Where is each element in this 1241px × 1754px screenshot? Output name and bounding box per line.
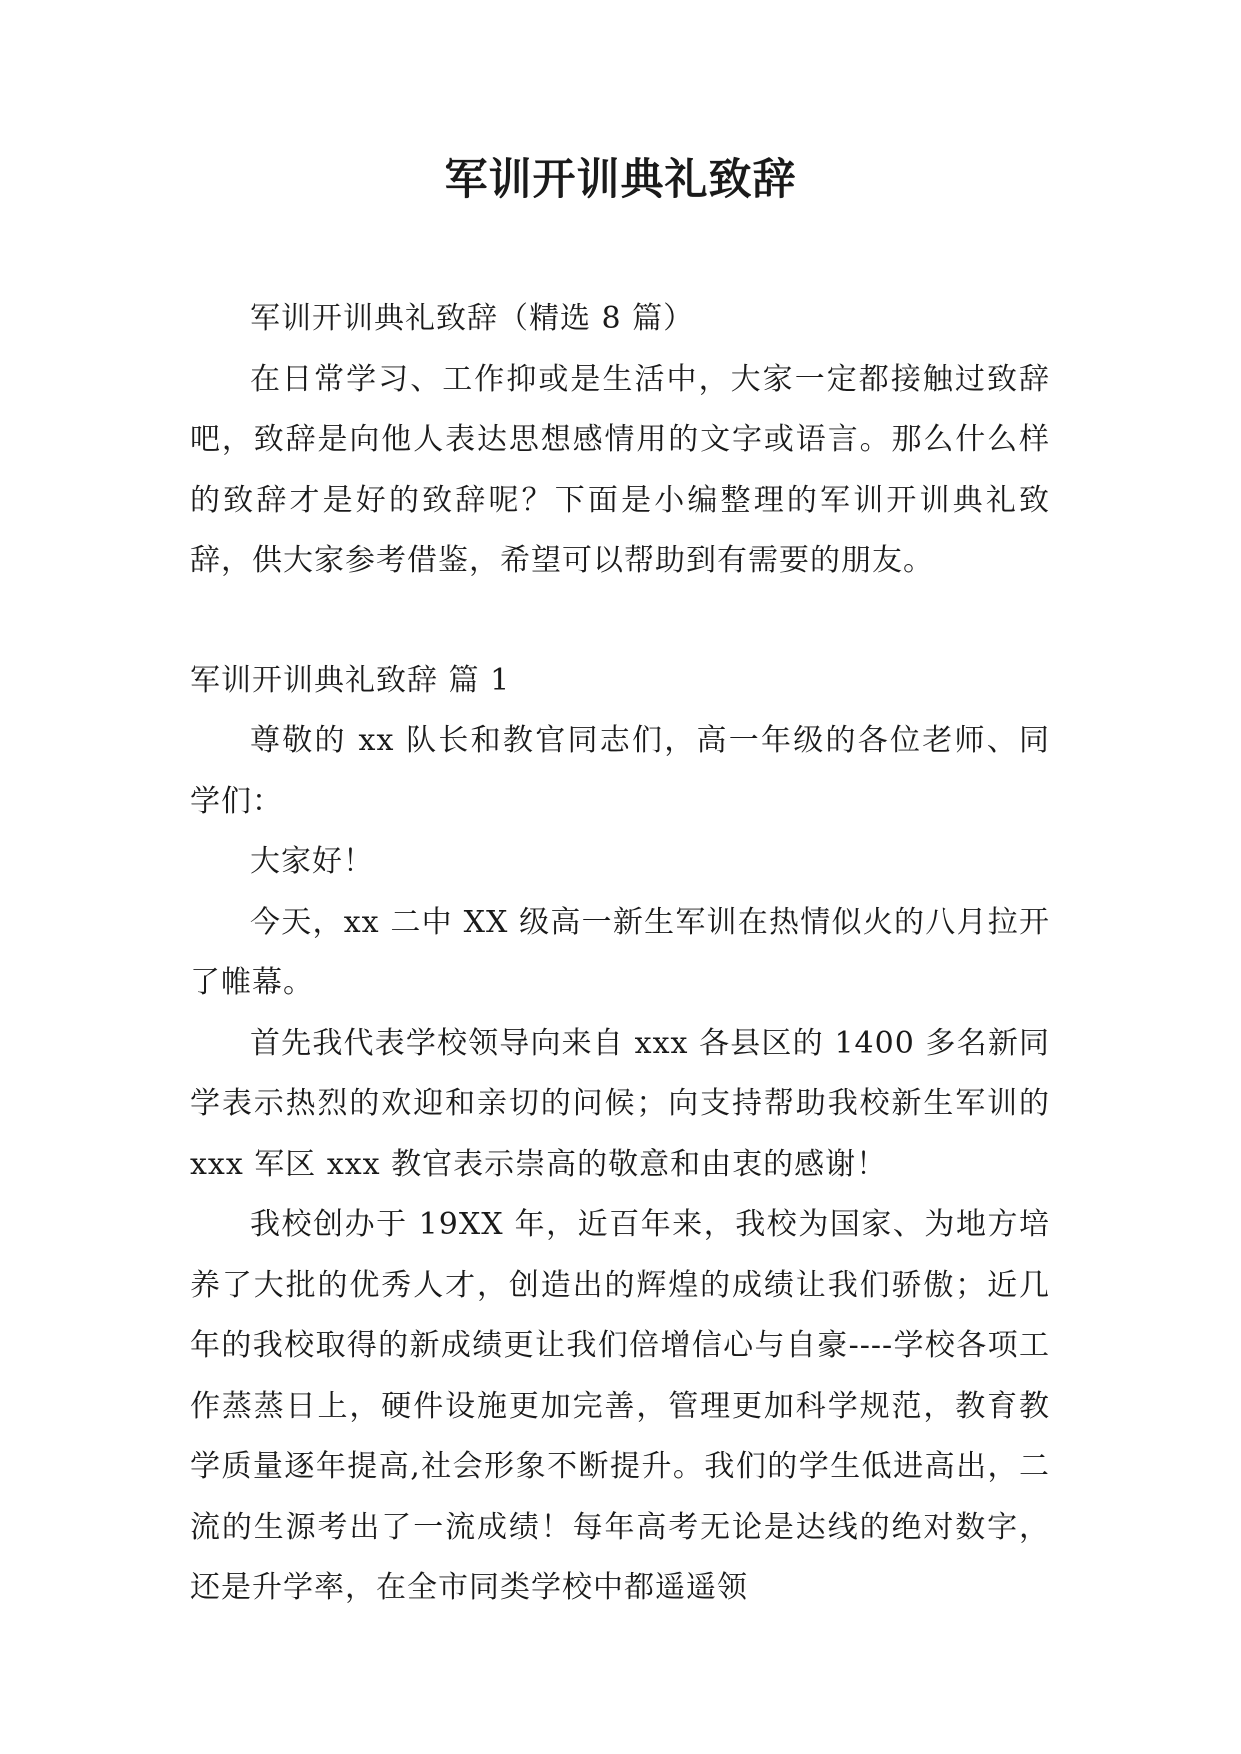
intro-paragraph: 在日常学习、工作抑或是生活中，大家一定都接触过致辞吧，致辞是向他人表达思想感情用的文字或语言。那么什么样的致辞才是好的致辞呢？下面是小编整理的军训开训典礼致辞，供大家参考借鉴，希望可以帮助到有需要的朋友。 [190,361,1050,578]
section-heading: 军训开训典礼致辞 篇 1 [190,662,511,698]
body-paragraph: 今天，xx 二中 XX 级高一新生军训在热情似火的八月拉开了帷幕。 [190,904,1050,1000]
body-paragraph: 大家好！ [250,844,374,879]
document-body [190,289,1050,1619]
body-paragraph: 尊敬的 xx 队长和教官同志们，高一年级的各位老师、同学们： [190,723,1050,819]
document-title: 军训开训典礼致辞 [444,155,797,205]
body-paragraph: 首先我代表学校领导向来自 xxx 各县区的 1400 多名新同学表示热烈的欢迎和亲切的问候；向支持帮助我校新生军训的 xxx 军区 xxx 教官表示崇高的敬意和由衷的感谢！ [190,1025,1050,1182]
body-paragraph: 我校创办于 19XX 年，近百年来，我校为国家、为地方培养了大批的优秀人才，创造出的辉煌的成绩让我们骄傲；近几年的我校取得的新成绩更让我们倍增信心与自豪----学校各项工作蒸蒸日上，硬件设施更加完善，管理更加科学规范，教育教学质量逐年提高,社会形象不断提升。我们的学生低进高出，二流的生源考出了一流成绩！每年高考无论是达线的绝对数字，还是升学率，在全市同类学校中都遥遥领 [190,1207,1050,1605]
document-subtitle: 军训开训典礼致辞（精选 8 篇） [250,301,695,336]
